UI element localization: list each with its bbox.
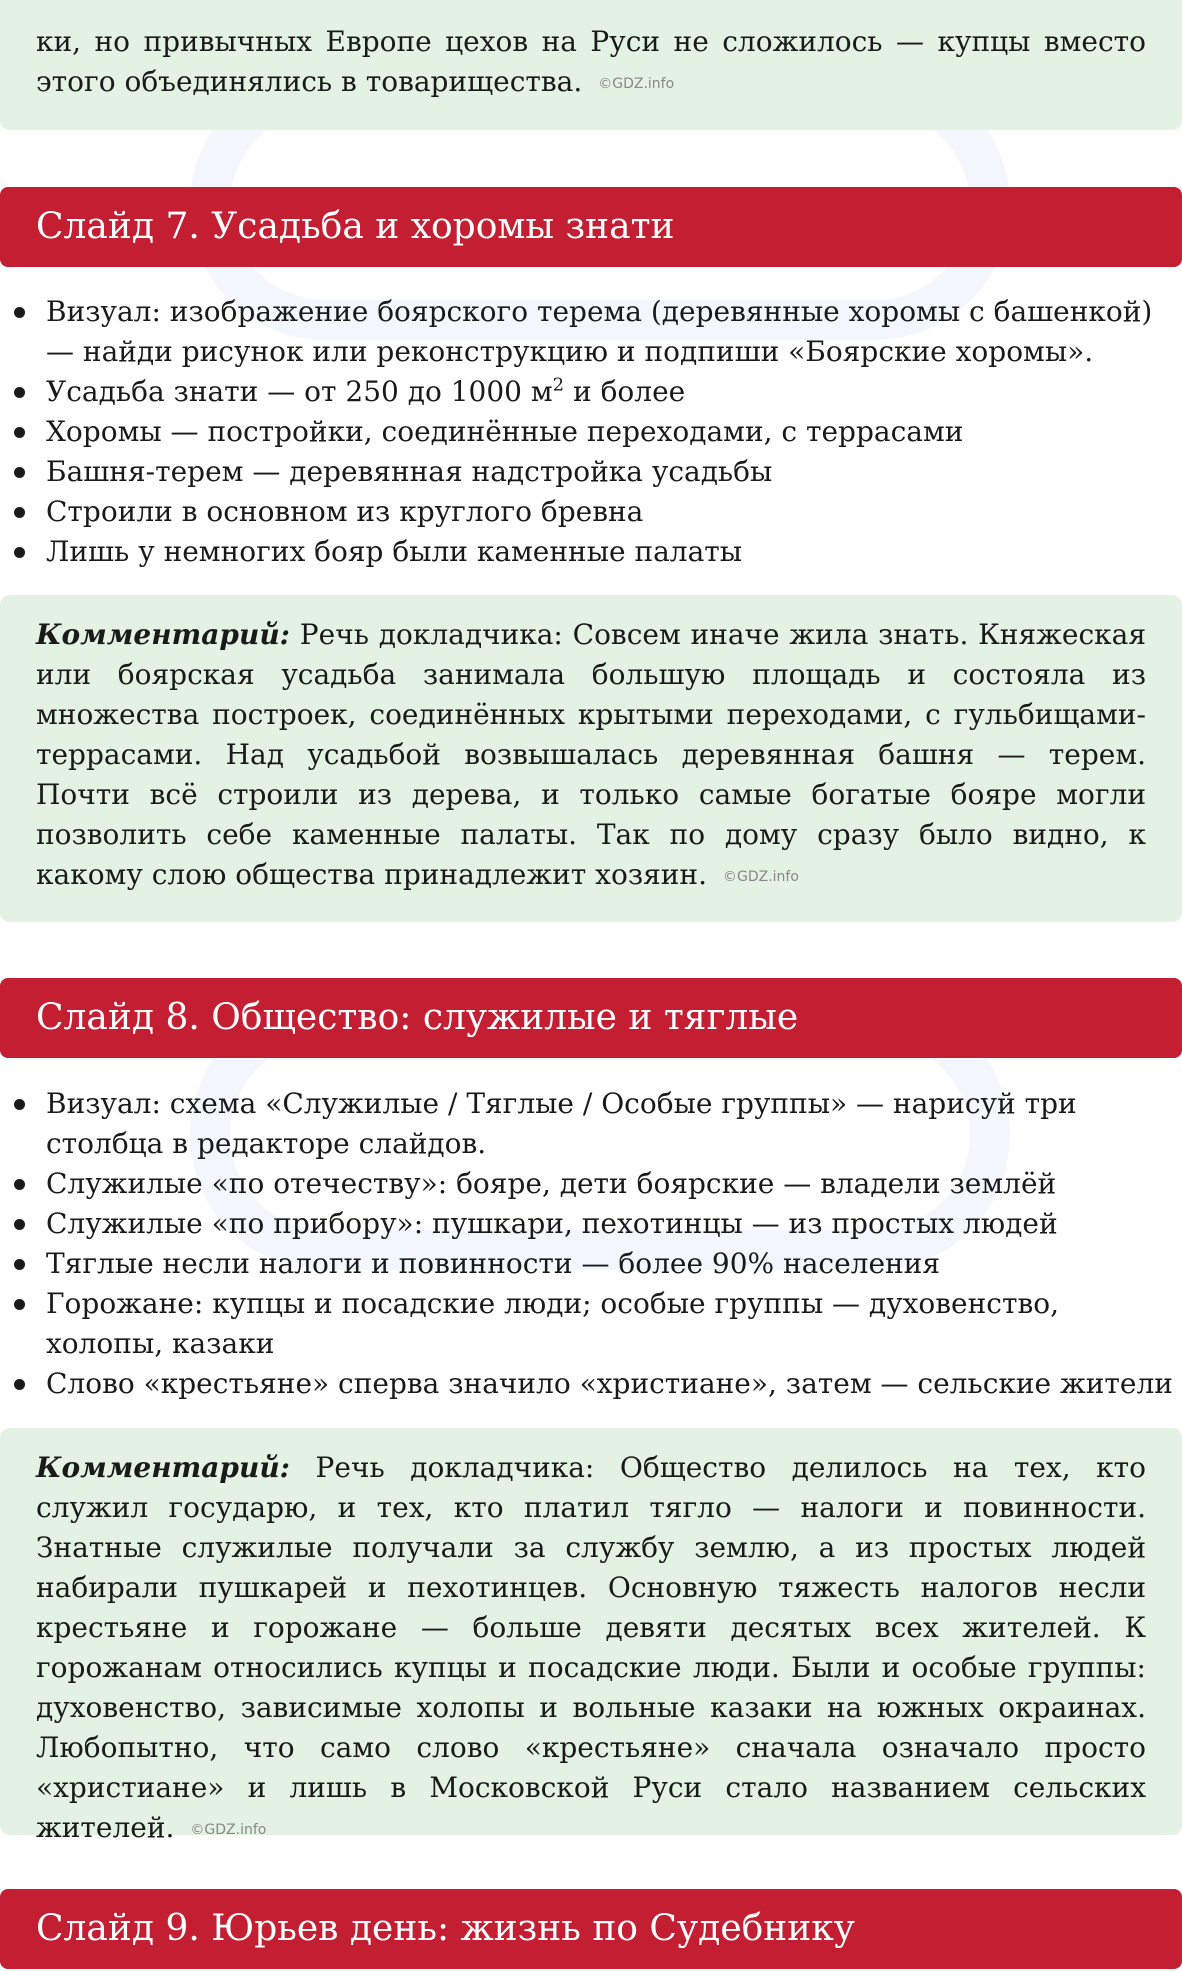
list-item: [0, 1164, 1182, 1204]
comment-text: Речь докладчика: Совсем иначе жила знать. Княжеская или боярская усадьба занимала большую площадь и состояла из множества построек, соединённых крытыми переходами, с гульбищами-террасами. Над усадьбой возвышалась деревянная башня — терем. Почти всё строили из дерева, и только самые богатые бояре могли позволить себе каменные палаты. Так по дому сразу было видно, к какому слою общества принадлежит хозяин.: [36, 618, 1146, 891]
list-item-text: Тяглые несли налоги и повинности — более 90% населения: [46, 1247, 941, 1280]
list-item: [0, 292, 1182, 372]
slide-8-header: [0, 978, 1182, 1058]
slide-7-header: [0, 187, 1182, 267]
comment-text: Речь докладчика: Общество делилось на тех, кто служил государю, и тех, кто платил тягло — налоги и повинности. Знатные служилые получали за службу землю, а из простых людей набирали пушкарей и пехотинцев. Основную тяжесть налогов несли крестьяне и горожане — больше девяти десятых всех жителей. К горожанам относились купцы и посадские люди. Были и особые группы: духовенство, зависимые холопы и вольные казаки на южных окраинах. Любопытно, что само слово «крестьяне» сначала означало просто «христиане» и лишь в Московской Руси стало названием сельских жителей.: [36, 1451, 1146, 1844]
list-item-text: Визуал: схема «Служилые / Тяглые / Особые группы» — нарисуй три столбца в редакторе слайдов.: [46, 1087, 1077, 1160]
list-item-text: Горожане: купцы и посадские люди; особые группы — духовенство, холопы, казаки: [46, 1287, 1059, 1360]
slide-7-comment-box: [0, 595, 1182, 922]
list-item: [0, 1204, 1182, 1244]
list-item: [0, 452, 1182, 492]
slide-7-title: Слайд 7. Усадьба и хоромы знати: [36, 206, 675, 247]
list-item: [0, 1364, 1182, 1404]
list-item: [0, 492, 1182, 532]
list-item-text: Строили в основном из круглого бревна: [46, 495, 644, 528]
list-item-text: Слово «крестьяне» сперва значило «христиане», затем — сельские жители: [46, 1367, 1173, 1400]
list-item: [0, 1284, 1182, 1364]
list-item-text: Башня-терем — деревянная надстройка усадьбы: [46, 455, 773, 488]
list-item-text: Служилые «по отечеству»: бояре, дети боярские — владели землёй: [46, 1167, 1057, 1200]
slide-9-title: Слайд 9. Юрьев день: жизнь по Судебнику: [36, 1908, 855, 1949]
watermark-text: ©GDZ.info: [190, 1821, 267, 1838]
list-item: [0, 1084, 1182, 1164]
list-item: [0, 532, 1182, 572]
slide-9-header: [0, 1889, 1182, 1969]
slide-8-title: Слайд 8. Общество: служилые и тяглые: [36, 997, 799, 1038]
list-item: [0, 412, 1182, 452]
slide-8-bullet-list: [0, 1084, 1182, 1404]
list-item-text: Визуал: изображение боярского терема (деревянные хоромы с башенкой) — найди рисунок или реконструкцию и подпиши «Боярские хоромы».: [46, 295, 1153, 368]
watermark-text: ©GDZ.info: [722, 868, 799, 885]
superscript: 2: [552, 374, 565, 396]
comment-label: Комментарий:: [36, 1451, 291, 1484]
list-item-text: Хоромы — постройки, соединённые переходами, с террасами: [46, 415, 964, 448]
watermark-text: ©GDZ.info: [598, 75, 675, 92]
list-item: [0, 372, 1182, 412]
slide-7-bullet-list: [0, 292, 1182, 572]
list-item-text: Лишь у немногих бояр были каменные палаты: [46, 535, 743, 568]
intro-comment-text: ки, но привычных Европе цехов на Руси не сложилось — купцы вместо этого объединялись в товарищества.: [36, 25, 1146, 98]
list-item-text: Служилые «по прибору»: пушкари, пехотинцы — из простых людей: [46, 1207, 1058, 1240]
intro-comment-box: [0, 0, 1182, 130]
comment-label: Комментарий:: [36, 618, 291, 651]
list-item: [0, 1244, 1182, 1284]
slide-8-comment-box: [0, 1428, 1182, 1844]
list-item-text-tail: и более: [564, 375, 686, 408]
list-item-text: Усадьба знати — от 250 до 1000 м: [46, 375, 553, 408]
